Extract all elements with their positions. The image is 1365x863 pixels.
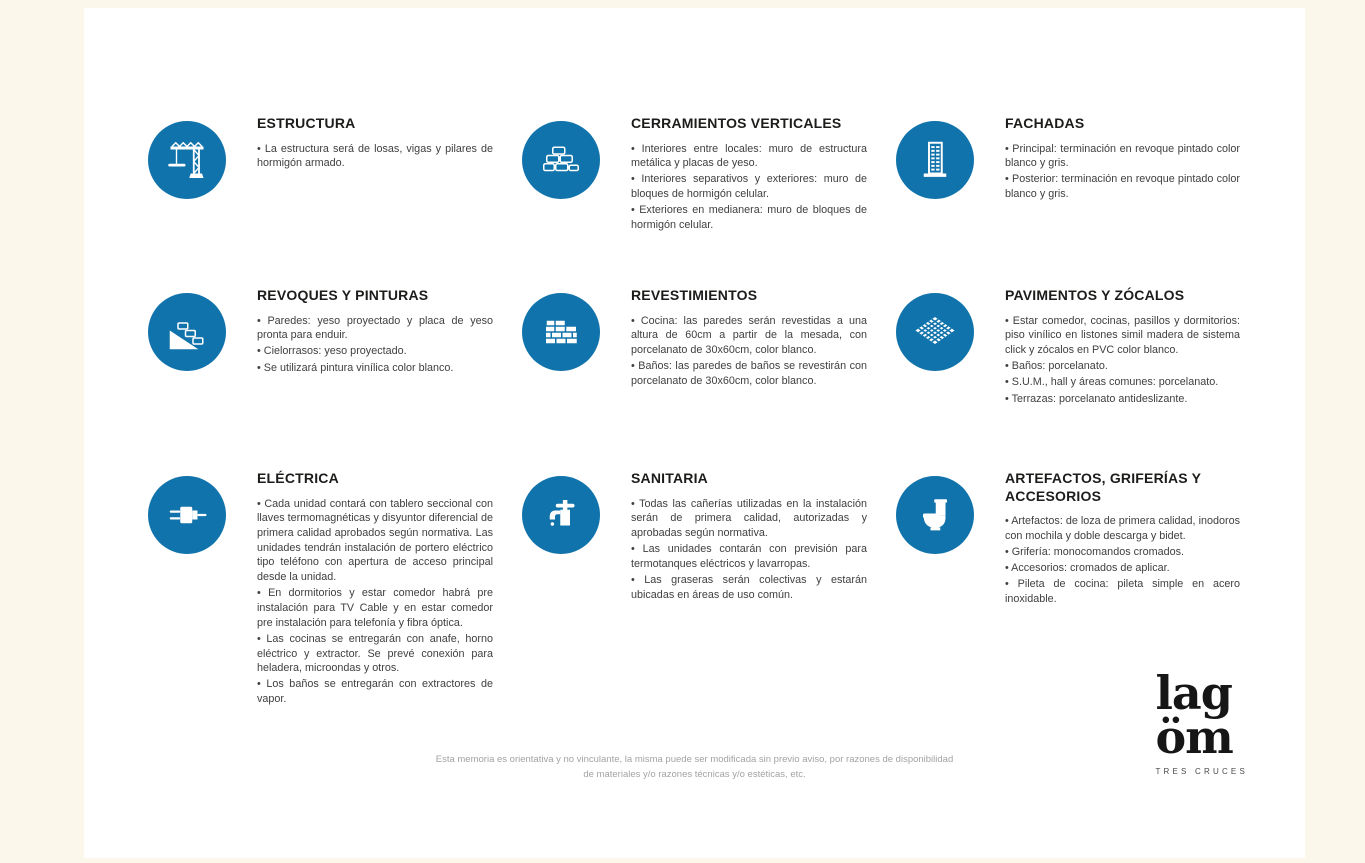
plug-icon [163, 491, 211, 539]
section-title: ELÉCTRICA [257, 470, 339, 486]
section-icon-wrap [522, 287, 600, 371]
section-content [257, 470, 495, 708]
section-title: SANITARIA [631, 470, 708, 486]
crane-icon [148, 121, 226, 199]
bullet-item: • En dormitorios y estar comedor habrá pre instalación para TV Cable y en estar comedor pre instalación para telefonía y fibra óptica. [257, 587, 493, 629]
section-content [1005, 287, 1242, 408]
trowel-icon [148, 293, 226, 371]
section-icon-wrap [148, 287, 226, 371]
section-title: REVESTIMIENTOS [631, 287, 758, 303]
spec-section [896, 287, 1242, 470]
trowel-icon [163, 308, 211, 356]
section-content [631, 287, 869, 390]
tile-icon [911, 308, 959, 356]
toilet-icon [896, 476, 974, 554]
section-title: CERRAMIENTOS VERTICALES [631, 115, 842, 131]
brand-logo [1155, 666, 1248, 776]
section-bullets [257, 314, 493, 376]
blocks-icon [522, 121, 600, 199]
bullet-item: • Pileta de cocina: pileta simple en acero inoxidable. [1005, 578, 1240, 606]
bullet-item: • Posterior: terminación en revoque pintado color blanco y gris. [1005, 173, 1240, 201]
disclaimer-text: Esta memoria es orientativa y no vinculante, la misma puede ser modificada sin previo aviso, por razones de disponibilidad de materiales y/o razones técnicas y/o estéticas, etc. [435, 754, 954, 780]
section-title: ARTEFACTOS, GRIFERÍAS Y ACCESORIOS [1005, 470, 1201, 504]
plug-icon [148, 476, 226, 554]
brickwall-icon [537, 308, 585, 356]
crane-icon [163, 136, 211, 184]
section-content [631, 470, 869, 604]
bullet-item: • Baños: las paredes de baños se revestirán con porcelanato de 30x60cm, color blanco. [631, 360, 867, 387]
spec-section [148, 470, 495, 708]
section-bullets [631, 497, 867, 603]
toilet-icon [911, 491, 959, 539]
section-icon-wrap [148, 115, 226, 199]
bullet-item: • La estructura será de losas, vigas y pilares de hormigón armado. [257, 142, 493, 170]
bullet-item: • Cielorrasos: yeso proyectado. [257, 345, 407, 358]
building-icon [911, 136, 959, 184]
tile-icon [896, 293, 974, 371]
section-content [1005, 470, 1242, 608]
bullet-item: • Paredes: yeso proyectado y placa de yeso pronta para enduir. [257, 314, 493, 342]
section-icon-wrap [896, 287, 974, 371]
bullet-item: • Las unidades contarán con previsión para termotanques eléctricos y lavarropas. [631, 543, 867, 570]
spec-section [522, 287, 869, 470]
building-icon [896, 121, 974, 199]
bullet-item: • Interiores entre locales: muro de estructura metálica y placas de yeso. [631, 142, 867, 170]
section-title: REVOQUES Y PINTURAS [257, 287, 429, 303]
blocks-icon [537, 136, 585, 184]
logo-word-line2: öm [1155, 710, 1233, 764]
spec-section [896, 115, 1242, 287]
section-icon-wrap [896, 470, 974, 554]
bullet-item: • Terrazas: porcelanato antideslizante. [1005, 392, 1188, 405]
bullet-item: • Cocina: las paredes serán revestidas a una altura de 60cm a partir de la mesada, con porcelanato de 30x60cm, color blanco. [631, 314, 867, 356]
section-icon-wrap [522, 470, 600, 554]
bullet-item: • Las cocinas se entregarán con anafe, horno eléctrico y extractor. Se prevé conexión para heladera, microondas y otros. [257, 632, 493, 675]
spec-section [148, 287, 495, 470]
bullet-item: • S.U.M., hall y áreas comunes: porcelanato. [1005, 376, 1219, 389]
section-bullets [1005, 142, 1240, 202]
section-icon-wrap [522, 115, 600, 199]
bullet-item: • Principal: terminación en revoque pintado color blanco y gris. [1005, 142, 1240, 170]
bullet-item: • Baños: porcelanato. [1005, 360, 1108, 373]
spec-section [148, 115, 495, 287]
section-bullets [257, 142, 493, 171]
section-bullets [1005, 514, 1240, 607]
section-bullets [631, 142, 867, 233]
bullet-item: • Exteriores en medianera: muro de bloques de hormigón celular. [631, 204, 867, 232]
faucet-icon [522, 476, 600, 554]
section-bullets [631, 314, 867, 389]
section-content [631, 115, 869, 234]
bullet-item: • Cada unidad contará con tablero seccional con llaves termomagnéticas y disyuntor diferencial de primera calidad aprobados según normativa. Las unidades tendrán instalación de portero eléctrico tipo teléfono con apertura de acceso principal desde la unidad. [257, 497, 493, 584]
bullet-item: • Artefactos: de loza de primera calidad, inodoros con mochila y doble descarga y bidet. [1005, 515, 1240, 542]
section-icon-wrap [148, 470, 226, 554]
section-title: FACHADAS [1005, 115, 1085, 131]
spec-sheet-page [84, 8, 1305, 858]
brickwall-icon [522, 293, 600, 371]
section-title: ESTRUCTURA [257, 115, 356, 131]
logo-subtitle: TRES CRUCES [1155, 767, 1248, 776]
bullet-item: • Estar comedor, cocinas, pasillos y dormitorios: piso vinílico en listones simil madera de sistema click y zócalos en PVC color blanco. [1005, 314, 1240, 356]
faucet-icon [537, 491, 585, 539]
spec-section [522, 470, 869, 708]
section-content [257, 287, 495, 377]
section-bullets [1005, 314, 1240, 407]
bullet-item: • Interiores separativos y exteriores: muro de bloques de hormigón celular. [631, 173, 867, 201]
bullet-item: • Las graseras serán colectivas y estarán ubicadas en áreas de uso común. [631, 574, 867, 601]
bullet-item: • Accesorios: cromados de aplicar. [1005, 562, 1170, 575]
bullet-item: • Todas las cañerías utilizadas en la instalación serán de primera calidad, autorizadas y aprobadas según normativa. [631, 497, 867, 539]
sections-grid [148, 115, 1242, 708]
section-content [1005, 115, 1242, 203]
section-bullets [257, 497, 493, 707]
bullet-item: • Los baños se entregarán con extractores de vapor. [257, 678, 493, 706]
bullet-item: • Grifería: monocomandos cromados. [1005, 545, 1185, 558]
bullet-item: • Se utilizará pintura vinílica color blanco. [257, 361, 454, 374]
section-title: PAVIMENTOS Y ZÓCALOS [1005, 287, 1185, 303]
section-icon-wrap [896, 115, 974, 199]
spec-section [522, 115, 869, 287]
section-content [257, 115, 495, 172]
logo-word-line1: lag [1155, 666, 1232, 720]
